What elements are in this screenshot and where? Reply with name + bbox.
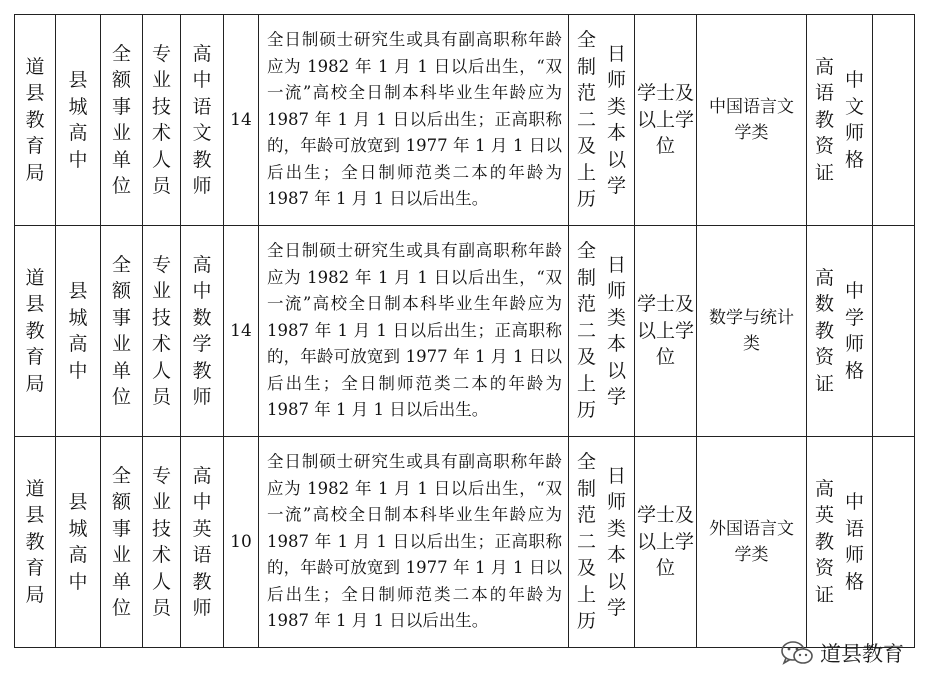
education-col-b: 日师类本以学 bbox=[607, 42, 627, 197]
table-row bbox=[15, 226, 915, 437]
certificate-cell bbox=[807, 226, 873, 437]
unit-cell: 道县教育局 bbox=[15, 226, 56, 437]
empty-cell bbox=[873, 226, 915, 437]
category-cell: 专业技术人员 bbox=[143, 226, 181, 437]
degree-cell: 学士及以上学位 bbox=[635, 226, 697, 437]
nature-cell: 全额事业单位 bbox=[101, 15, 143, 226]
unit-cell: 道县教育局 bbox=[15, 437, 56, 648]
certificate-col-a: 高英教资证 bbox=[815, 477, 835, 606]
education-col-b: 日师类本以学 bbox=[607, 253, 627, 408]
degree-cell: 学士及以上学位 bbox=[635, 15, 697, 226]
school-cell: 县城高中 bbox=[56, 226, 101, 437]
empty-cell bbox=[873, 437, 915, 648]
major-cell: 中国语言文学类 bbox=[697, 15, 807, 226]
school-cell: 县城高中 bbox=[56, 437, 101, 648]
unit-cell: 道县教育局 bbox=[15, 15, 56, 226]
requirement-cell: 全日制硕士研究生或具有副高职称年龄应为 1982 年 1 月 1 日以后出生，“双一流”高校全日制本科毕业生年龄应为 1987 年 1 月 1 日以后出生；正高职称的，年龄可放宽到 1977 年 1 月 1 日以后出生；全日制师范类二本的年龄为 1987 年 1 月 1 日以后出生。 bbox=[259, 226, 569, 437]
empty-cell bbox=[873, 15, 915, 226]
certificate-col-b: 中语师格 bbox=[845, 491, 865, 593]
watermark-text: 道县教育 bbox=[820, 642, 904, 666]
education-col-a: 全制范二及上历 bbox=[577, 240, 597, 422]
requirement-cell: 全日制硕士研究生或具有副高职称年龄应为 1982 年 1 月 1 日以后出生，“双一流”高校全日制本科毕业生年龄应为 1987 年 1 月 1 日以后出生；正高职称的，年龄可放宽到 1977 年 1 月 1 日以后出生；全日制师范类二本的年龄为 1987 年 1 月 1 日以后出生。 bbox=[259, 437, 569, 648]
certificate-col-b: 中文师格 bbox=[845, 69, 865, 171]
major-cell: 外国语言文学类 bbox=[697, 437, 807, 648]
category-cell: 专业技术人员 bbox=[143, 437, 181, 648]
recruitment-table bbox=[14, 14, 915, 648]
table-row bbox=[15, 15, 915, 226]
education-col-a: 全制范二及上历 bbox=[577, 451, 597, 633]
degree-cell: 学士及以上学位 bbox=[635, 437, 697, 648]
watermark bbox=[780, 638, 904, 668]
education-col-b: 日师类本以学 bbox=[607, 464, 627, 619]
certificate-cell bbox=[807, 437, 873, 648]
count-cell: 10 bbox=[224, 437, 259, 648]
certificate-col-b: 中学师格 bbox=[845, 280, 865, 382]
certificate-col-a: 高语教资证 bbox=[815, 55, 835, 184]
education-cell bbox=[569, 15, 635, 226]
count-cell: 14 bbox=[224, 15, 259, 226]
major-cell: 数学与统计类 bbox=[697, 226, 807, 437]
certificate-col-a: 高数教资证 bbox=[815, 266, 835, 395]
nature-cell: 全额事业单位 bbox=[101, 226, 143, 437]
school-cell: 县城高中 bbox=[56, 15, 101, 226]
position-cell: 高中英语教师 bbox=[181, 437, 224, 648]
certificate-cell bbox=[807, 15, 873, 226]
wechat-icon bbox=[780, 640, 814, 666]
requirement-cell: 全日制硕士研究生或具有副高职称年龄应为 1982 年 1 月 1 日以后出生，“双一流”高校全日制本科毕业生年龄应为 1987 年 1 月 1 日以后出生；正高职称的，年龄可放宽到 1977 年 1 月 1 日以后出生；全日制师范类二本的年龄为 1987 年 1 月 1 日以后出生。 bbox=[259, 15, 569, 226]
nature-cell: 全额事业单位 bbox=[101, 437, 143, 648]
table-row bbox=[15, 437, 915, 648]
education-cell bbox=[569, 226, 635, 437]
position-cell: 高中语文教师 bbox=[181, 15, 224, 226]
category-cell: 专业技术人员 bbox=[143, 15, 181, 226]
position-cell: 高中数学教师 bbox=[181, 226, 224, 437]
count-cell: 14 bbox=[224, 226, 259, 437]
education-cell bbox=[569, 437, 635, 648]
education-col-a: 全制范二及上历 bbox=[577, 29, 597, 211]
